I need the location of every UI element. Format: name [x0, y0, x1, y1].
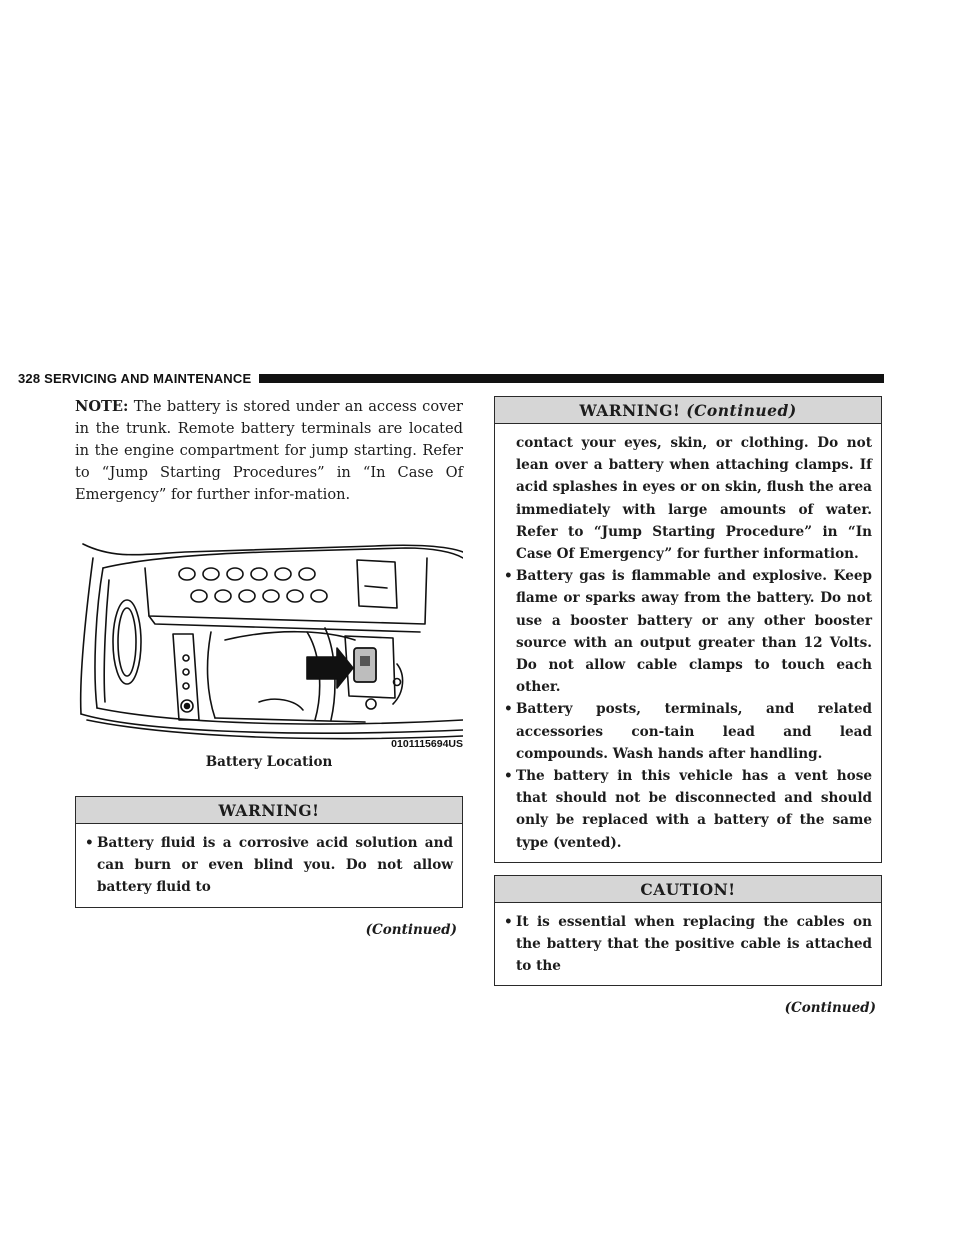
warning-item [504, 565, 872, 698]
page-header [18, 370, 884, 386]
caution-title: CAUTION! [495, 876, 881, 903]
note-text: The battery is stored under an access cover in the trunk. Remote battery terminals are located in the engine compartment for jump starting. Refer to “Jump Starting Procedures” in “In Case Of Emergency” for further infor-mation. [75, 398, 463, 503]
figure-code: 0101115694US [391, 738, 463, 750]
note-paragraph [75, 396, 463, 506]
bullet: • [504, 701, 513, 718]
continued-note-left: (Continued) [365, 921, 457, 938]
caution-box [494, 875, 882, 987]
trunk-illustration [75, 524, 463, 750]
continued-note-right: (Continued) [784, 1000, 876, 1017]
warning-item [504, 765, 872, 854]
caution-item-text: It is essential when replacing the cables on the battery that the positive cable is attached to the [516, 913, 872, 975]
caution-body [495, 903, 881, 986]
warning-continued-title [495, 397, 881, 424]
section-title: SERVICING AND MAINTENANCE [44, 370, 252, 386]
figure-caption: Battery Location [205, 754, 333, 770]
warning-box-continued [494, 396, 882, 863]
caution-item [504, 911, 872, 978]
bullet: • [504, 913, 513, 930]
page-number: 328 [18, 370, 41, 386]
left-column [75, 396, 463, 938]
warning-title: WARNING! [76, 797, 462, 824]
note-label: NOTE: [75, 398, 129, 415]
warning-item-text: Battery gas is flammable and explosive. Keep flame or sparks away from the battery. Do not use a booster battery or any other booster source with an output greater than 12 Volts. Do not allow cable clamps to touch each other. [516, 568, 872, 696]
warning-title: WARNING! [579, 401, 681, 420]
warning-box-left [75, 796, 463, 908]
warning-item-text: Battery fluid is a corrosive acid solution and can burn or even blind you. Do not allow battery fluid to [97, 835, 453, 896]
header-rule [259, 374, 884, 383]
warning-continued-body [495, 424, 881, 862]
page-header-label [18, 371, 251, 386]
warning-item [85, 832, 453, 899]
right-column [494, 396, 882, 1016]
bullet: • [504, 568, 513, 585]
warning-item-text: Battery posts, terminals, and related accessories con-tain lead and lead compounds. Wash hands after handling. [516, 701, 872, 762]
bullet: • [504, 768, 513, 785]
warning-item [504, 698, 872, 765]
warning-title-suffix: (Continued) [686, 401, 797, 420]
warning-item-text: The battery in this vehicle has a vent hose that should not be disconnected and should only be replaced with a battery of the same type (vented). [516, 768, 872, 851]
battery-location-figure [75, 524, 463, 776]
warning-continuation-text: contact your eyes, skin, or clothing. Do not lean over a battery when attaching clamps. If acid splashes in eyes or on skin, flush the area immediately with large amounts of water. Refer to “Jump Starting Procedure” in “In Case Of Emergency” for further information. [516, 435, 872, 563]
bullet: • [85, 835, 94, 851]
warning-body [76, 824, 462, 907]
